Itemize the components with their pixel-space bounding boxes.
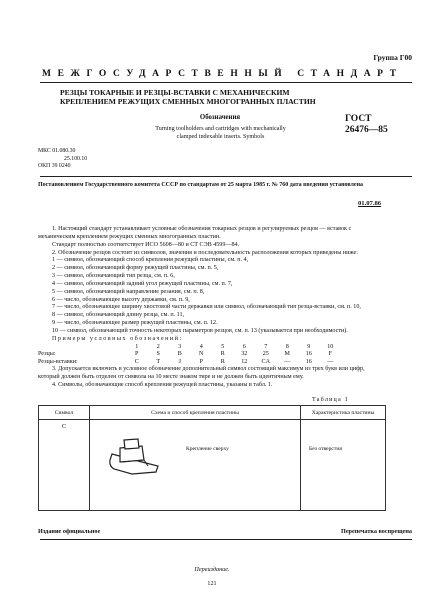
- page-number: 121: [207, 581, 217, 587]
- example-symbol: R: [220, 351, 225, 358]
- example-symbol: T: [156, 358, 161, 365]
- top-clamp-diagram: [98, 426, 168, 480]
- table-row: [39, 420, 386, 511]
- list-item: 4 — символ, обозначающий задний угол режущей пластины, см. п. 7,: [52, 280, 233, 287]
- example-number: 2: [156, 343, 160, 350]
- table-cell-characteristic: Без отверстия: [301, 420, 386, 511]
- title-english: [118, 125, 323, 141]
- example-symbol: CA: [261, 358, 270, 365]
- banner-rule: [40, 82, 412, 83]
- table-header: Характеристика пластины: [301, 406, 386, 420]
- example-symbol: M: [284, 351, 290, 358]
- example-symbol: B: [177, 351, 182, 358]
- example-symbol: 16: [305, 358, 312, 365]
- example-symbol: 12: [241, 358, 248, 365]
- gost-word: ГОСТ: [345, 114, 372, 124]
- standard-banner: МЕЖГОСУДАРСТВЕННЫЙ СТАНДАРТ: [42, 69, 403, 79]
- paragraph-1b: Стандарт полностью соответствует ИСО 5608—80 и СТ СЭВ 4599—84.: [52, 241, 240, 248]
- official-edition: Издание официальное: [38, 528, 101, 535]
- example-symbol: 32: [241, 351, 248, 358]
- document-title: РЕЗЦЫ ТОКАРНЫЕ И РЕЗЦЫ-ВСТАВКИ С МЕХАНИЧЕСКИМ КРЕПЛЕНИЕМ РЕЖУЩИХ СМЕННЫХ МНОГОГРАННЫХ ПЛАСТИН: [60, 88, 316, 106]
- table-cell-symbol: C: [39, 420, 90, 511]
- example-number: 1: [135, 343, 139, 350]
- example-numbers-row: [38, 344, 341, 352]
- document-body: [38, 226, 386, 390]
- table-caption: Таблица 1: [312, 397, 349, 403]
- example-number: 4: [199, 343, 203, 350]
- paragraph-3: 3. Допускается включить в условное обозначение дополнительный символ состоящий максимум из трех букв или цифр, который должен быть отделен от символа на 10 месте знаком тире и не должен быть идентичным ему.: [38, 366, 365, 381]
- table-header: Символ: [39, 406, 90, 420]
- example-row-tools: [38, 351, 341, 359]
- effective-date: 01.07.86: [358, 200, 382, 207]
- example-symbol: —: [327, 358, 334, 365]
- example-symbol: F: [328, 351, 332, 358]
- example-symbol: S: [156, 351, 160, 358]
- title-english-line-1: Turning toolholders and cartridges with mechanically: [155, 126, 286, 132]
- example-number: 8: [285, 343, 289, 350]
- clamping-table: [38, 405, 386, 511]
- decree-text: Постановлением Государственного комитета СССР по стандартам от 25 марта 1985 г. № 760 дата введения установлена: [38, 182, 364, 188]
- reprint-note: Переиздание.: [194, 566, 230, 573]
- footer: [38, 528, 412, 535]
- header-rule: [40, 176, 412, 177]
- list-item: 8 — символ, обозначающий длину резца, см. п. 11,: [52, 312, 185, 319]
- example-number: 5: [221, 343, 225, 350]
- example-number: 10: [327, 343, 334, 350]
- gost-label: [345, 114, 388, 136]
- gost-number: 26476—85: [345, 125, 388, 135]
- table-header: Схема и способ крепления пластины: [90, 406, 301, 420]
- example-symbol: N: [199, 351, 204, 358]
- footer-rule: [40, 539, 412, 540]
- paragraph-4: 4. Символы, обозначающие способ крепления режущей пластины, указаны в табл. 1.: [52, 382, 273, 389]
- example-symbol: —: [284, 358, 291, 365]
- example-number: 9: [307, 343, 311, 350]
- table-header-row: [39, 406, 386, 420]
- examples-table: [38, 344, 386, 367]
- title-english-line-2: clamped indexable inserts. Symbols: [176, 134, 265, 140]
- example-symbol: 25: [262, 351, 269, 358]
- examples-heading: Примеры условных обозначений:: [52, 335, 183, 342]
- list-item: 2 — символ, обозначающий форму режущей пластины, см. п. 5,: [52, 265, 219, 272]
- list-item: 10 — символ, обозначающий точность некоторых параметров резцов, см. п. 13 (указывается при необходимости).: [52, 327, 348, 334]
- example-number: 6: [242, 343, 246, 350]
- okp-code: ОКП 39 0240: [38, 163, 71, 169]
- example-row-label: Резцы:: [38, 351, 56, 358]
- group-code: Группа Г00: [373, 53, 412, 62]
- paragraph-1: 1. Настоящий стандарт устанавливает условные обозначения токарных резцов и регулируемых резцов — вставок с механическим креплением режущих сменных многогранных пластин.: [38, 226, 352, 240]
- example-symbol: J: [178, 358, 181, 365]
- mks-code-2: 25.100.10: [64, 155, 88, 162]
- mks-code: МКС 01.080.30: [38, 148, 76, 154]
- list-item: 1 — символ, обозначающий способ крепления режущей пластины, см. п. 4,: [52, 257, 249, 264]
- example-symbol: P: [135, 351, 139, 358]
- table-cell-scheme: [90, 420, 301, 511]
- paragraph-2: 2. Обозначение резцов состоит из символов, значения и последовательность расположения которых приведены ниже:: [52, 249, 358, 256]
- clamping-method: Крепление сверху: [186, 446, 229, 452]
- example-symbol: P: [199, 358, 203, 365]
- list-item: 7 — число, обозначающее ширину хвостовой части державки или символ, обозначающий тип резца-вставки, см. п. 10,: [52, 304, 361, 311]
- document-subtitle: Обозначения: [199, 114, 241, 121]
- list-item: 6 — число, обозначающее высоту державки, см. п. 9,: [52, 296, 190, 303]
- list-item: 3 — символ, обозначающий тип резца, см. п. 6,: [52, 273, 175, 280]
- example-symbol: 16: [305, 351, 312, 358]
- example-number: 7: [264, 343, 268, 350]
- example-symbol: R: [220, 358, 225, 365]
- list-item: 5 — символ, обозначающий направление резания, см. п. 8,: [52, 288, 205, 295]
- example-symbol: C: [134, 358, 139, 365]
- example-row-label: Резцы-вставки:: [38, 358, 78, 365]
- list-item: 9 — число, обозначающее размер режущей пластины, см. п. 12.: [52, 320, 218, 327]
- example-number: 3: [178, 343, 182, 350]
- classification-codes: [38, 148, 87, 171]
- reprint-prohibited: Перепечатка воспрещена: [341, 528, 412, 535]
